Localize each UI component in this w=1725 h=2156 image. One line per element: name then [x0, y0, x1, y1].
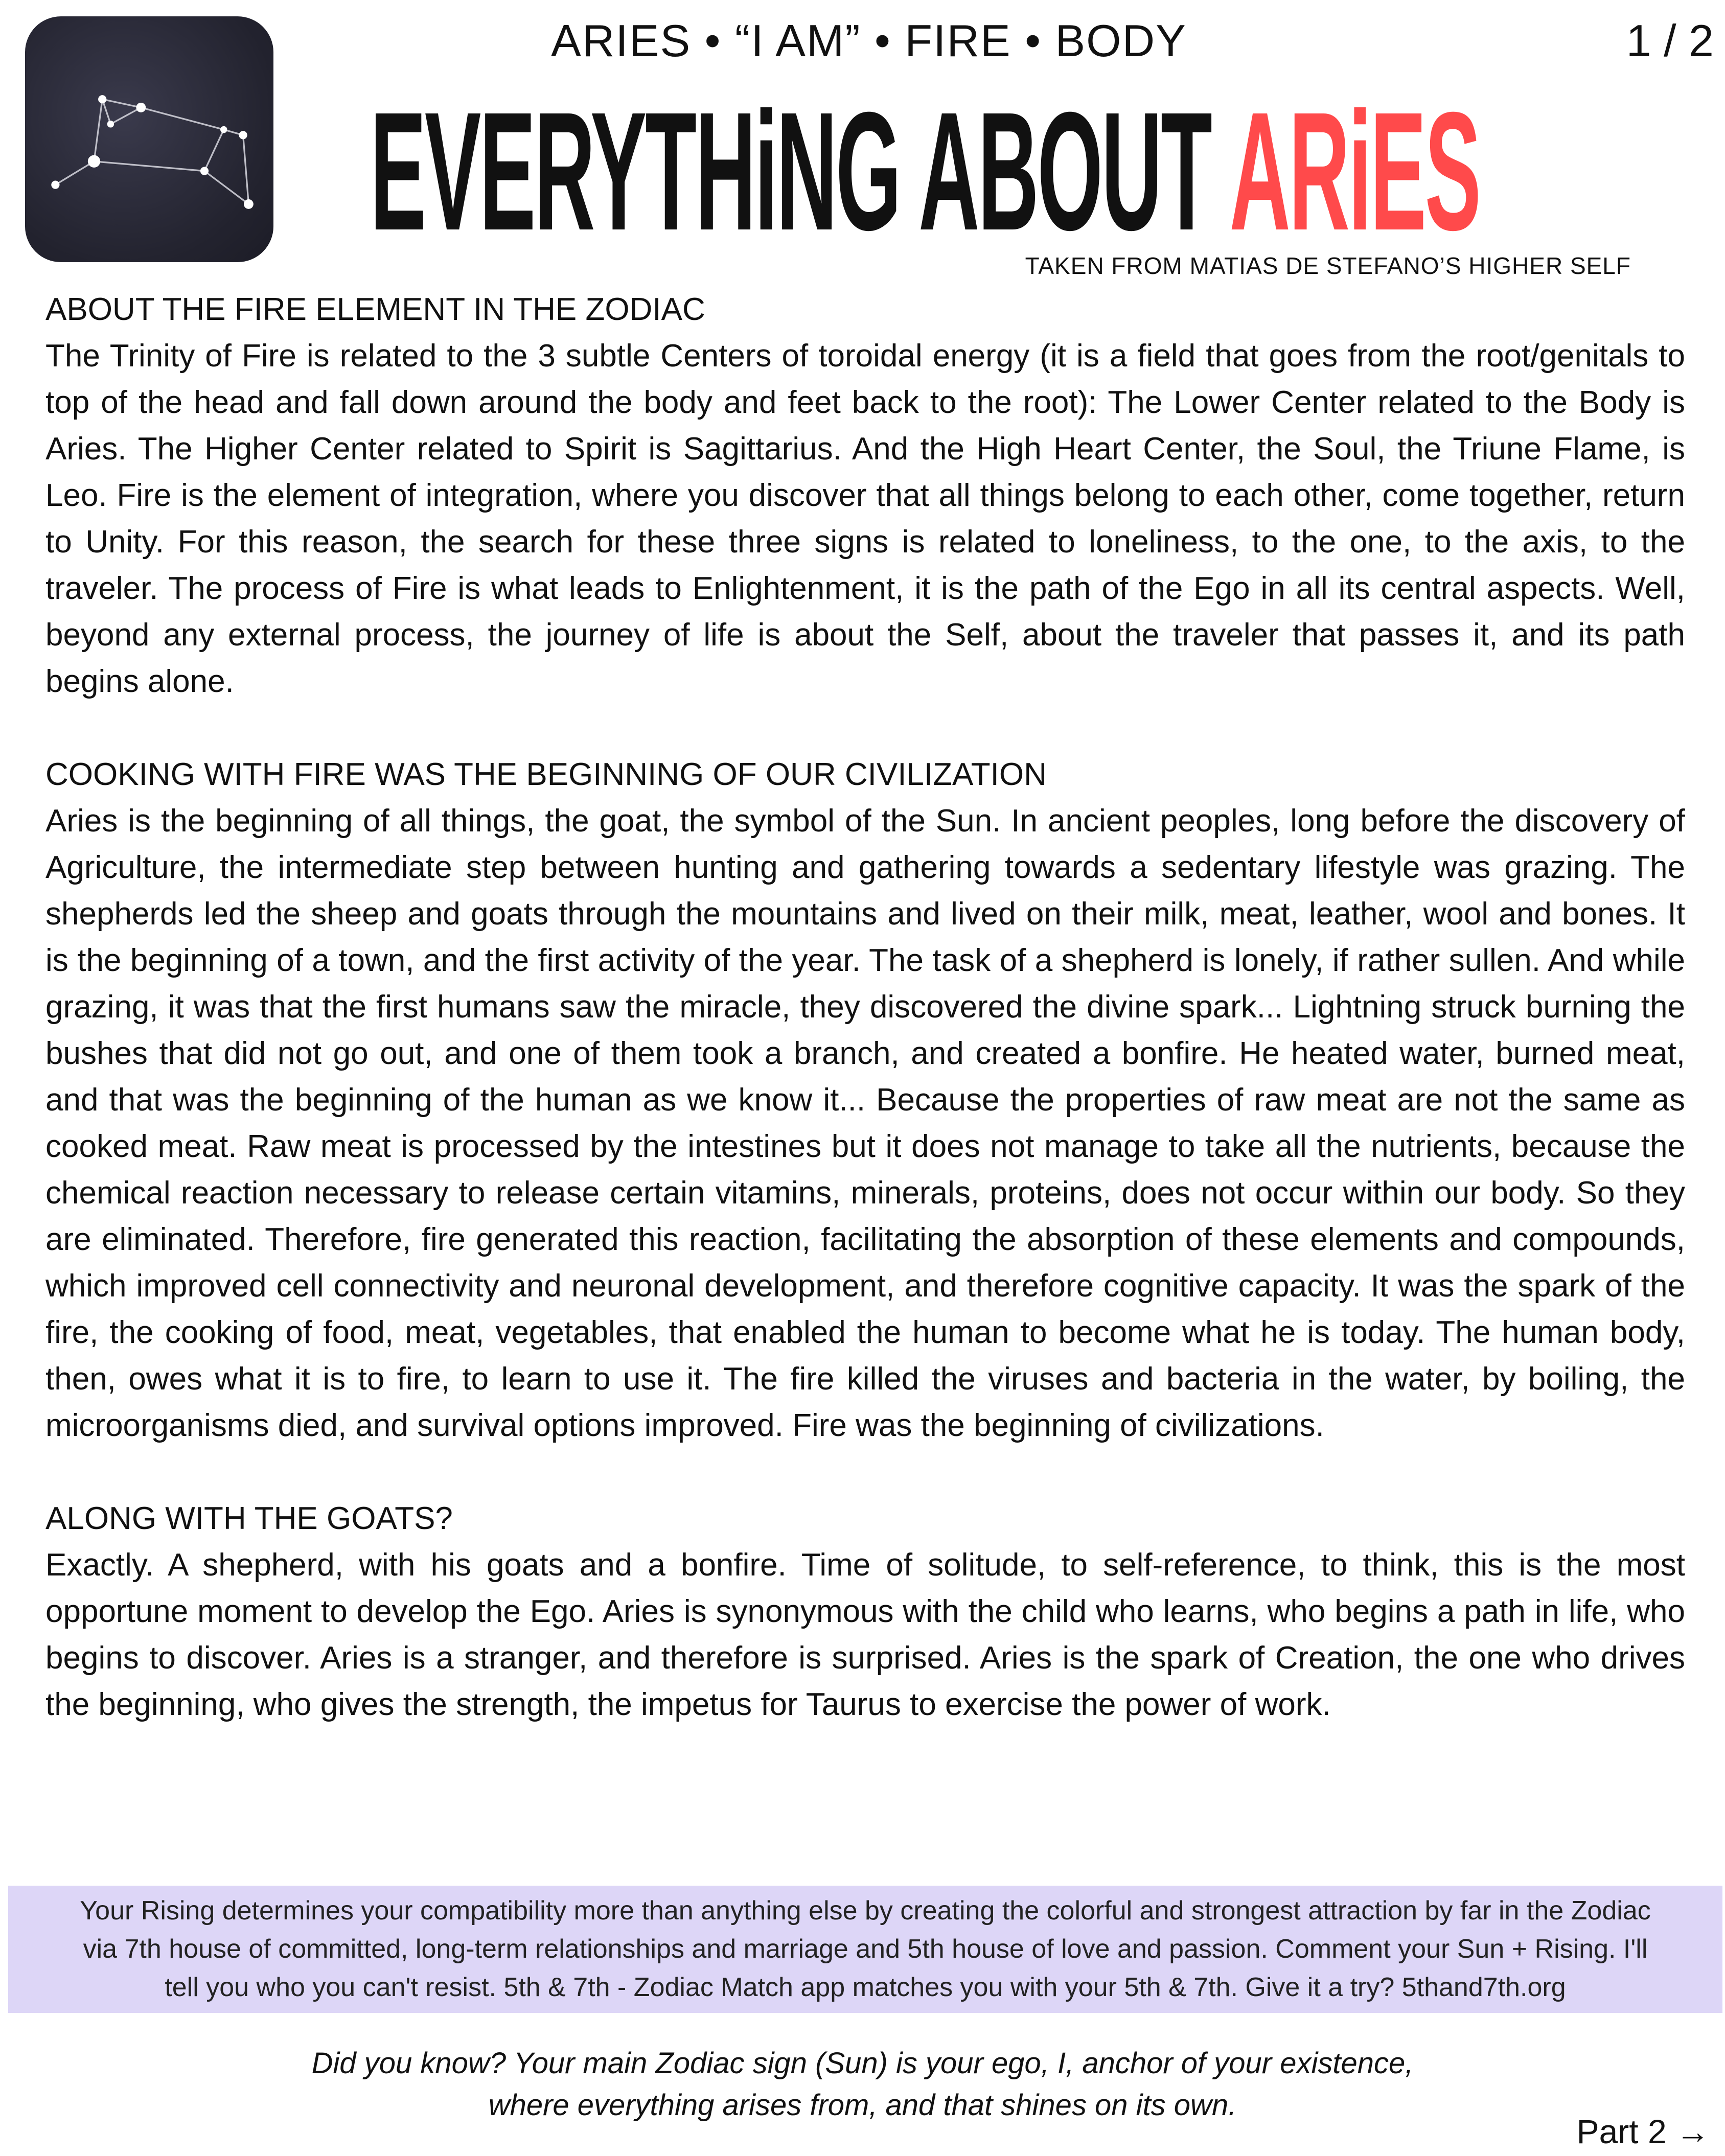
aries-constellation-icon	[25, 16, 273, 262]
title-main: EVERYTHiNG ABOUT	[370, 77, 1230, 265]
promo-banner: Your Rising determines your compatibility more than anything else by creating the colorful and strongest attraction by far in the Zodiac via 7th house of committed, long-term relationships and marriage and 5th house of love and passion. Comment your Sun + Rising. I'll tell you who you can't resist. 5th & 7th - Zodiac Match app matches you with your 5th & 7th. Give it a try? 5thand7th.org	[8, 1886, 1722, 2013]
section-heading: COOKING WITH FIRE WAS THE BEGINNING OF OUR CIVILIZATION	[45, 757, 1047, 792]
section-heading: ALONG WITH THE GOATS?	[45, 1501, 453, 1536]
article-body	[45, 286, 1685, 1748]
next-part-link[interactable]: Part 2 →	[1576, 2113, 1710, 2150]
title-text	[370, 77, 1480, 265]
spacer	[0, 1748, 1725, 1886]
next-row	[0, 2111, 1725, 2152]
section-cooking-fire	[45, 751, 1685, 1449]
sign-tagline: ARIES • “I AM” • FIRE • BODY	[551, 15, 1187, 66]
fact-line-2: where everything arises from, and that shines on its own.	[488, 2089, 1237, 2122]
section-heading: ABOUT THE FIRE ELEMENT IN THE ZODIAC	[45, 292, 705, 327]
section-text: The Trinity of Fire is related to the 3 subtle Centers of toroidal energy (it is a field that goes from the root/genitals to top of the head and fall down around the body and feet back to the root): The Lower Center related to the Body is Aries. The Higher Center related to Spirit is Sagittarius. And the High Heart Center, the Soul, the Triune Flame, is Leo. Fire is the element of integration, where you discover that all things belong to each other, come together, return to Unity. For this reason, the search for these three signs is related to loneliness, to the one, to the axis, to the traveler. The process of Fire is what leads to Enlightenment, it is the path of the Ego in all its central aspects. Well, beyond any external process, the journey of life is about the Self, about the traveler that passes it, and its path begins alone.	[45, 338, 1685, 699]
source-credit: TAKEN FROM MATIAS DE STEFANO’S HIGHER SELF	[1025, 252, 1631, 279]
section-fire-element	[45, 286, 1685, 705]
section-text: Aries is the beginning of all things, the goat, the symbol of the Sun. In ancient peoples, long before the discovery of Agriculture, the intermediate step between hunting and gathering towards a sedentary lifestyle was grazing. The shepherds led the sheep and goats through the mountains and lived on their milk, meat, leather, wool and bones. It is the beginning of a town, and the first activity of the year. The task of a shepherd is lonely, if rather sullen. And while grazing, it was that the first humans saw the miracle, they discovered the divine spark... Lightning struck burning the bushes that did not go out, and one of them took a branch, and created a bonfire. He heated water, burned meat, and that was the beginning of the human as we know it... Because the properties of raw meat are not the same as cooked meat. Raw meat is processed by the intestines but it does not manage to take all the nutrients, because the chemical reaction necessary to release certain vitamins, minerals, proteins, does not occur within our body. So they are eliminated. Therefore, fire generated this reaction, facilitating the absorption of these elements and compounds, which improved cell connectivity and neuronal development, and therefore cognitive capacity. It was the spark of the fire, the cooking of food, meat, vegetables, that enabled the human to become what he is today. The human body, then, owes what it is to fire, to learn to use it. The fire killed the viruses and bacteria in the water, by boiling, the microorganisms died, and survival options improved. Fire was the beginning of civilizations.	[45, 803, 1685, 1443]
page-indicator: 1 / 2	[1626, 15, 1714, 66]
page-flow	[0, 286, 1725, 2156]
page-title	[370, 77, 1638, 265]
section-text: Exactly. A shepherd, with his goats and a bonfire. Time of solitude, to self-reference, to think, this is the most opportune moment to develop the Ego. Aries is synonymous with the child who learns, who begins a path in life, who begins to discover. Aries is a stranger, and therefore is surprised. Aries is the spark of Creation, the one who drives the beginning, who gives the strength, the impetus for Taurus to exercise the power of work.	[45, 1547, 1685, 1722]
fact-line-1: Did you know? Your main Zodiac sign (Sun) is your ego, I, anchor of your existence,	[311, 2047, 1414, 2080]
title-accent: ARiES	[1229, 77, 1480, 265]
section-goats	[45, 1495, 1685, 1728]
